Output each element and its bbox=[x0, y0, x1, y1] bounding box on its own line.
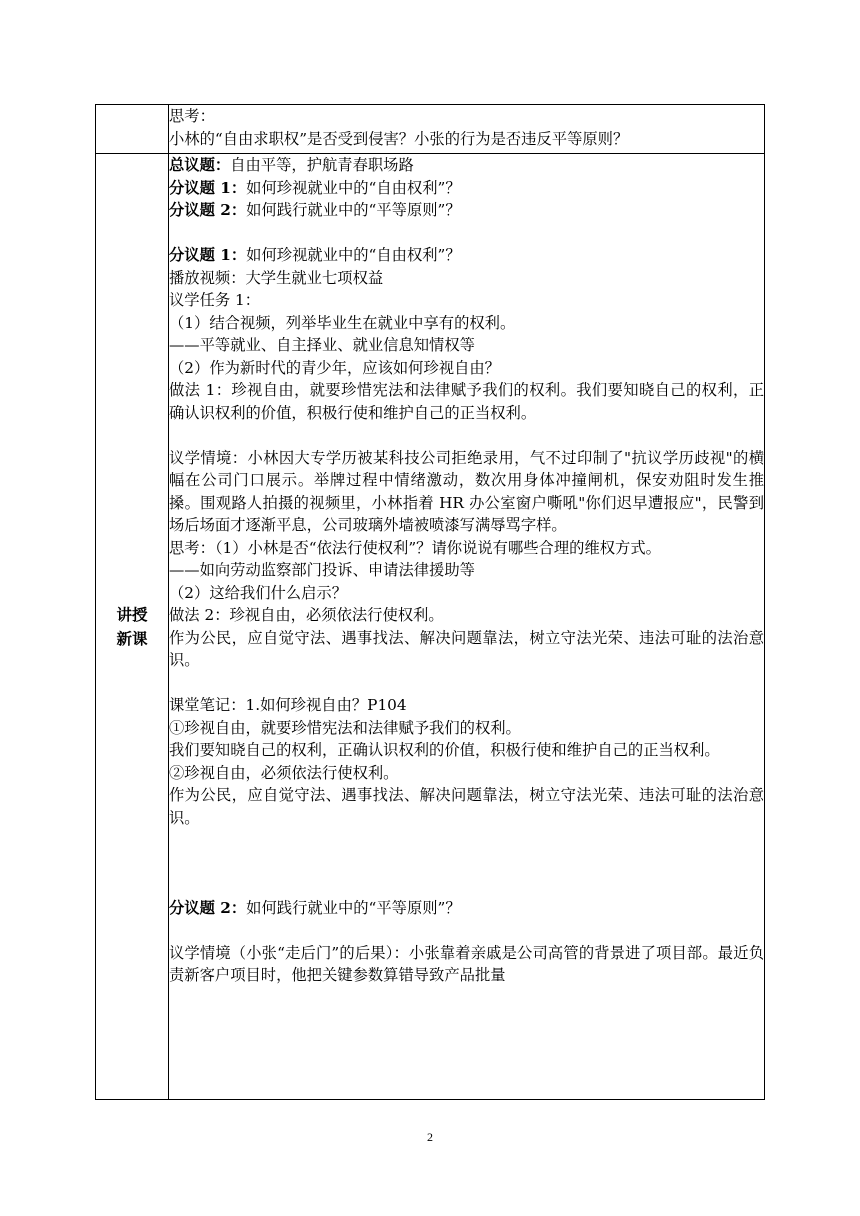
section-label-line: 新课 bbox=[116, 629, 148, 648]
task-question: （2）作为新时代的青少年，应该如何珍视自由？ bbox=[169, 358, 500, 377]
method-paragraph: 做法 1：珍视自由，就要珍惜宪法和法律赋予我们的权利。我们要知晓自己的权利，正确认识权利的价值，积极行使和维护自己的正当权利。 bbox=[169, 381, 764, 422]
method-detail: 作为公民，应自觉守法、遇事找法、解决问题靠法，树立守法光荣、违法可耻的法治意识。 bbox=[169, 628, 764, 669]
think-question: 思考：（1）小林是否“依法行使权利”？请你说说有哪些合理的维权方式。 bbox=[169, 538, 661, 557]
sub-topic-2-heading bbox=[169, 897, 764, 920]
method-paragraph: 做法 2：珍视自由，必须依法行使权利。 bbox=[169, 606, 444, 624]
sub-topic-label: 分议题 1： bbox=[169, 178, 247, 197]
sub-topic-label: 分议题 2： bbox=[169, 201, 247, 219]
notes-point: ②珍视自由，必须依法行使权利。 bbox=[169, 763, 399, 782]
row-content-cell bbox=[169, 105, 765, 154]
think-question: （2）这给我们什么启示？ bbox=[169, 583, 347, 602]
row-content-cell bbox=[169, 154, 765, 1100]
think-heading: 思考： bbox=[169, 107, 215, 125]
think-answer: ——如向劳动监察部门投诉、申请法律援助等 bbox=[169, 561, 475, 579]
notes-point: ①珍视自由，就要珍惜宪法和法律赋予我们的权利。 bbox=[169, 718, 521, 737]
sub-topic-text: 如何践行就业中的“平等原则”？ bbox=[246, 898, 461, 917]
row-label-cell bbox=[96, 154, 169, 1100]
sub-topic-text: 如何珍视就业中的“自由权利”？ bbox=[246, 246, 461, 264]
sub-topic-text: 如何践行就业中的“平等原则”？ bbox=[246, 201, 461, 219]
think-question: 小林的“自由求职权”是否受到侵害？小张的行为是否违反平等原则？ bbox=[169, 129, 629, 148]
task-question: （1）结合视频，列举毕业生在就业中享有的权利。 bbox=[169, 313, 516, 332]
notes-title: 课堂笔记：1.如何珍视自由？P104 bbox=[169, 696, 407, 714]
sub-topic-label: 分议题 2： bbox=[169, 898, 247, 917]
sub-topic-label: 分议题 1： bbox=[169, 246, 247, 264]
row-label-cell bbox=[96, 105, 169, 154]
sub-topic-1-heading bbox=[169, 244, 764, 267]
overall-topic-text: 自由平等，护航青春职场路 bbox=[230, 156, 414, 174]
overall-topic bbox=[169, 154, 764, 177]
overall-topic-label: 总议题： bbox=[169, 156, 231, 174]
lesson-plan-table bbox=[95, 104, 765, 1100]
video-line: 播放视频：大学生就业七项权益 bbox=[169, 268, 384, 287]
sub-topic-text: 如何珍视就业中的“自由权利”？ bbox=[246, 178, 461, 197]
scenario-paragraph: 议学情境：小林因大专学历被某科技公司拒绝录用，气不过印制了"抗议学历歧视"的横幅在公司门口展示。举牌过程中情绪激动，数次用身体冲撞闸机，保安劝阻时发生推搡。围观路人拍摄的视频里，小林指着 HR 办公室窗户嘶吼"你们迟早遭报应"，民警到场后场面才逐渐平息，公司玻璃外墙被喷漆写满辱骂字样。 bbox=[169, 448, 764, 534]
notes-detail: 作为公民，应自觉守法、遇事找法、解决问题靠法，树立守法光荣、违法可耻的法治意识。 bbox=[169, 786, 764, 827]
page-number: 2 bbox=[427, 1130, 433, 1144]
task-answer: ——平等就业、自主择业、就业信息知情权等 bbox=[169, 336, 475, 354]
notes-detail: 我们要知晓自己的权利，正确认识权利的价值，积极行使和维护自己的正当权利。 bbox=[169, 741, 720, 759]
table-row bbox=[96, 154, 765, 1100]
sub-topic-2 bbox=[169, 199, 764, 222]
section-label-line: 讲授 bbox=[116, 605, 148, 624]
scenario-paragraph: 议学情境（小张“走后门”的后果）：小张靠着亲戚是公司高管的背景进了项目部。最近负责新客户项目时，他把关键参数算错导致产品批量 bbox=[169, 943, 764, 984]
sub-topic-1 bbox=[169, 177, 764, 200]
task-heading: 议学任务 1： bbox=[169, 291, 261, 309]
table-row bbox=[96, 105, 765, 154]
